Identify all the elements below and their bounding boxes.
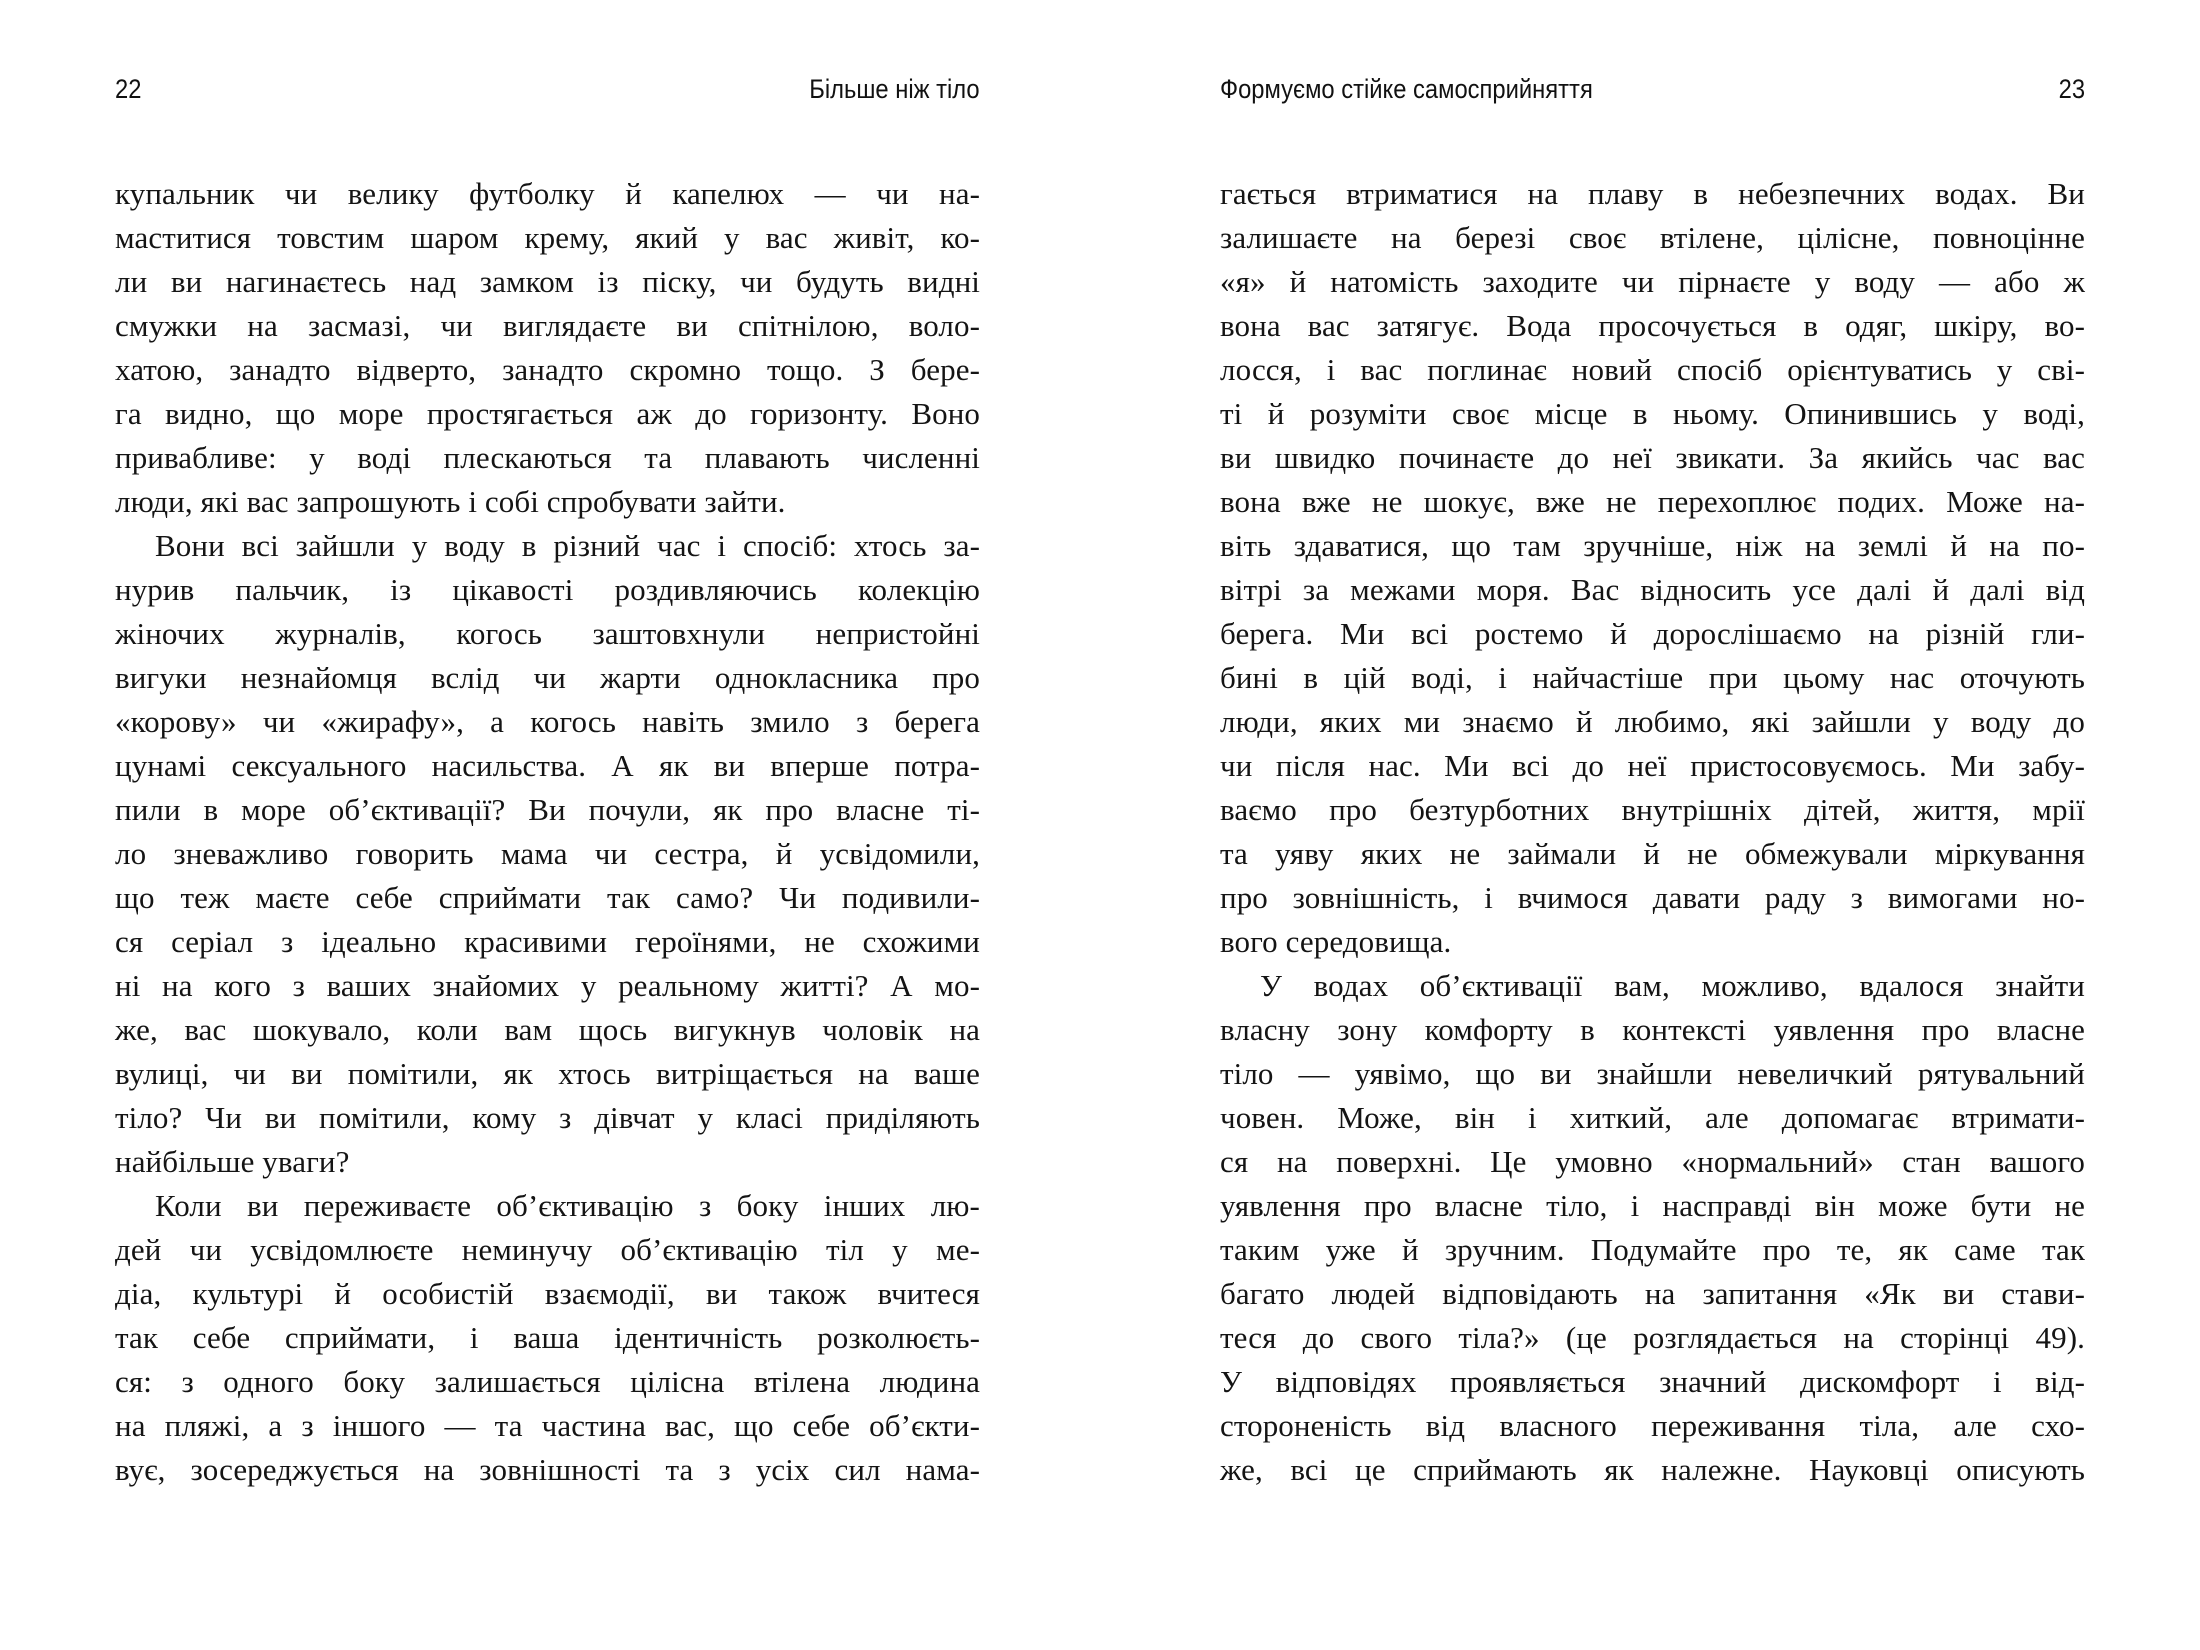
- body-text-line: ваємо про безтурботних внутрішніх дітей, життя, мрії: [1220, 792, 2085, 827]
- body-text-line: про зовнішність, і вчимося давати раду з вимогами но-: [1220, 880, 2085, 915]
- body-text-line: багато людей відповідають на запитання «Як ви стави-: [1220, 1276, 2085, 1311]
- body-text-line: вона вже не шокує, вже не перехоплює подих. Може на-: [1220, 484, 2085, 519]
- body-text-line: Вони всі зайшли у воду в різний час і спосіб: хтось за-: [155, 528, 980, 563]
- body-text-line: уявлення про власне тіло, і насправді він може бути не: [1220, 1188, 2085, 1223]
- body-text-line: тіло — уявімо, що ви знайшли невеличкий рятувальний: [1220, 1056, 2085, 1091]
- body-text-line: віть здаватися, що там зручніше, ніж на землі й на по-: [1220, 528, 2085, 563]
- body-text-line: вигуки незнайомця вслід чи жарти однокласника про: [115, 660, 980, 695]
- running-header-left: [115, 74, 980, 104]
- body-text-line: теся до свого тіла?» (це розглядається на сторінці 49).: [1220, 1320, 2085, 1355]
- body-text-line: «я» й натомість заходите чи пірнаєте у воду — або ж: [1220, 264, 2085, 299]
- body-text-line: залишаєте на березі своє втілене, цілісне, повноцінне: [1220, 220, 2085, 255]
- body-text-line: люди, яких ми знаємо й любимо, які зайшли у воду до: [1220, 704, 2085, 739]
- body-text-line: привабливе: у воді плескаються та плавають численні: [115, 440, 980, 475]
- body-text-line: вого середовища.: [1220, 924, 1452, 959]
- body-text-line: «корову» чи «жирафу», а когось навіть змило з берега: [115, 704, 980, 739]
- body-text-line: гається втриматися на плаву в небезпечних водах. Ви: [1220, 176, 2085, 211]
- body-text-line: га видно, що море простягається аж до горизонту. Воно: [115, 396, 980, 431]
- body-text-line: лосся, і вас поглинає новий спосіб орієнтуватись у сві-: [1220, 352, 2085, 387]
- body-text-line: У відповідях проявляється значний дискомфорт і від-: [1220, 1364, 2085, 1399]
- body-text-line: маститися товстим шаром крему, який у вас живіт, ко-: [115, 220, 980, 255]
- body-text-line: вона вас затягує. Вода просочується в одяг, шкіру, во-: [1220, 308, 2085, 343]
- page-right: [1100, 0, 2200, 1650]
- body-text-line: ся на поверхні. Це умовно «нормальний» стан вашого: [1220, 1144, 2085, 1179]
- body-text-line: жіночих журналів, когось заштовхнули непристойні: [115, 616, 980, 651]
- body-text-line: же, всі це сприймають як належне. Науковці описують: [1220, 1452, 2085, 1487]
- running-header-right: [1220, 74, 2085, 104]
- body-text-line: дей чи усвідомлюєте неминучу об’єктивацію тіл у ме-: [115, 1232, 980, 1267]
- body-text-line: бині в цій воді, і найчастіше при цьому нас оточують: [1220, 660, 2085, 695]
- body-text-line: найбільше уваги?: [115, 1144, 350, 1179]
- body-text-line: та уяву яких не займали й не обмежували міркування: [1220, 836, 2085, 871]
- text-column-left: [115, 172, 980, 1492]
- body-text-line: ло зневажливо говорить мама чи сестра, й усвідомили,: [115, 836, 980, 871]
- body-text-line: власну зону комфорту в контексті уявлення про власне: [1220, 1012, 2085, 1047]
- body-text-line: ті й розуміти своє місце в ньому. Опинившись у воді,: [1220, 396, 2085, 431]
- body-text-line: же, вас шокувало, коли вам щось вигукнув чоловік на: [115, 1012, 980, 1047]
- body-text-line: берега. Ми всі ростемо й дорослішаємо на різній гли-: [1220, 616, 2085, 651]
- body-text-line: ні на кого з ваших знайомих у реальному житті? А мо-: [115, 968, 980, 1003]
- running-head-right: Формуємо стійке самосприйняття: [1220, 74, 1593, 104]
- running-head-left: Більше ніж тіло: [809, 74, 980, 104]
- body-text-line: вітрі за межами моря. Вас відносить усе далі й далі від: [1220, 572, 2085, 607]
- body-text-line: на пляжі, а з іншого — та частина вас, що себе об’єкти-: [115, 1408, 980, 1443]
- body-text-line: Коли ви переживаєте об’єктивацію з боку інших лю-: [155, 1188, 980, 1223]
- body-text-line: ли ви нагинаєтесь над замком із піску, чи будуть видні: [115, 264, 980, 299]
- page-number-right: 23: [2058, 74, 2085, 104]
- body-text-line: купальник чи велику футболку й капелюх — чи на-: [115, 176, 980, 211]
- body-text-line: чи після нас. Ми всі до неї пристосовуємось. Ми забу-: [1220, 748, 2085, 783]
- text-column-right: [1220, 172, 2085, 1492]
- body-text-line: цунамі сексуального насильства. А як ви вперше потра-: [115, 748, 980, 783]
- body-text-line: човен. Може, він і хиткий, але допомагає втримати-: [1220, 1100, 2085, 1135]
- body-text-line: хатою, занадто відверто, занадто скромно тощо. З бере-: [115, 352, 980, 387]
- body-text-line: стороненість від власного переживання тіла, але схо-: [1220, 1408, 2085, 1443]
- body-text-line: У водах об’єктивації вам, можливо, вдалося знайти: [1260, 968, 2085, 1003]
- body-text-line: пили в море об’єктивації? Ви почули, як про власне ті-: [115, 792, 980, 827]
- body-text-line: діа, культурі й особистій взаємодії, ви також вчитеся: [115, 1276, 980, 1311]
- body-text-line: таким уже й зручним. Подумайте про те, як саме так: [1220, 1232, 2085, 1267]
- body-text-line: нурив пальчик, із цікавості роздивляючись колекцію: [115, 572, 980, 607]
- body-text-line: тіло? Чи ви помітили, кому з дівчат у класі приділяють: [115, 1100, 980, 1135]
- body-text-line: люди, які вас запрошують і собі спробувати зайти.: [115, 484, 786, 519]
- body-text-line: так себе сприймати, і ваша ідентичність розколюєть-: [115, 1320, 980, 1355]
- body-text-line: що теж маєте себе сприймати так само? Чи подивили-: [115, 880, 980, 915]
- body-text-line: ся: з одного боку залишається цілісна втілена людина: [115, 1364, 980, 1399]
- body-text-line: ся серіал з ідеально красивими героїнями, не схожими: [115, 924, 980, 959]
- body-text-line: смужки на засмазі, чи виглядаєте ви спітнілою, воло-: [115, 308, 980, 343]
- page-number-left: 22: [115, 74, 142, 104]
- body-text-line: вує, зосереджується на зовнішності та з усіх сил нама-: [115, 1452, 980, 1487]
- body-text-line: вулиці, чи ви помітили, як хтось витріщається на ваше: [115, 1056, 980, 1091]
- body-text-line: ви швидко починаєте до неї звикати. За якийсь час вас: [1220, 440, 2085, 475]
